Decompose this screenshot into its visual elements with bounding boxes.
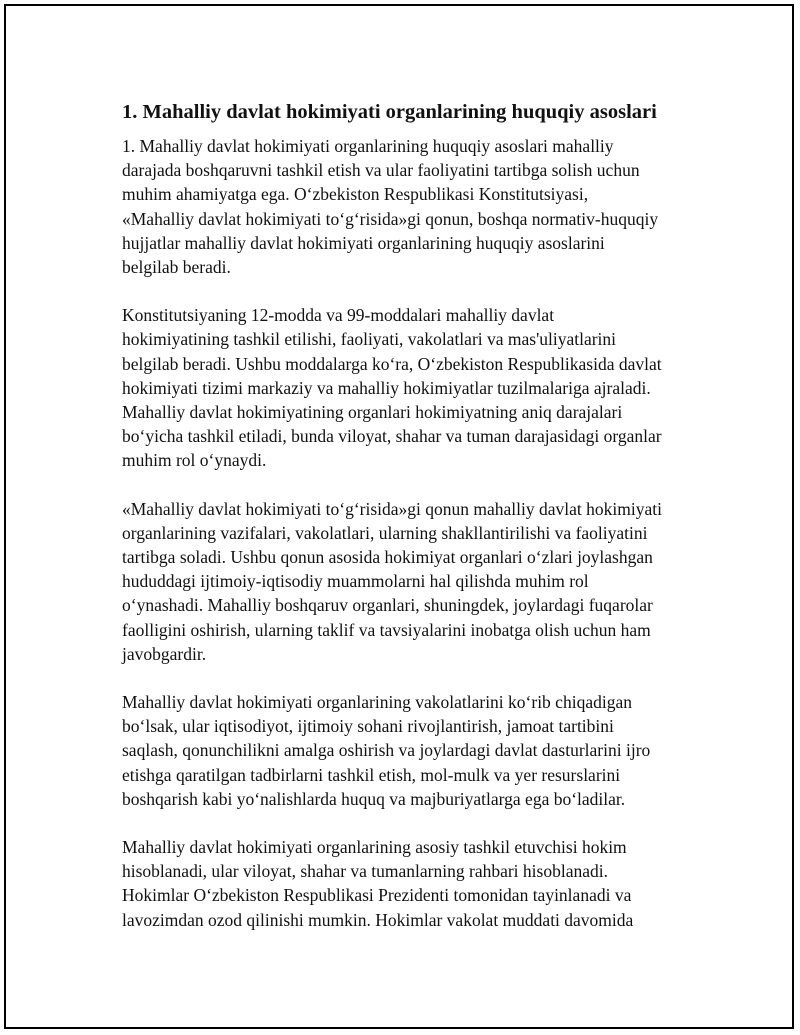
paragraph-line: Mahalliy davlat hokimiyatining organlari hokimiyatning aniq darajalari [122, 402, 623, 423]
paragraph-line: 1. Mahalliy davlat hokimiyati organlarining huquqiy asoslari mahalliy [122, 136, 614, 156]
document-body [122, 98, 698, 956]
paragraph-line: Konstitutsiyaning 12-modda va 99-moddalari mahalliy davlat [122, 305, 555, 326]
paragraph-line: muhim ahamiyatga ega. O‘zbekiston Respublikasi Konstitutsiyasi, [122, 184, 589, 205]
paragraph-line: lavozimdan ozod qilinishi mumkin. Hokimlar vakolat muddati davomida [122, 909, 634, 930]
paragraph-line: belgilab beradi. Ushbu moddalarga ko‘ra, O‘zbekiston Respublikasida davlat [122, 353, 662, 374]
paragraph-line: Mahalliy davlat hokimiyati organlarining vakolatlarini ko‘rib chiqadigan [122, 692, 632, 713]
paragraph-line: «Mahalliy davlat hokimiyati to‘g‘risida»gi qonun, boshqa normativ-huquqiy [122, 208, 659, 229]
paragraph-line: javobgardir. [122, 643, 207, 664]
paragraph-line: hokimiyati tizimi markaziy va mahalliy hokimiyatlar tuzilmalariga ajraladi. [122, 377, 651, 398]
document-heading: 1. Mahalliy davlat hokimiyati organlarining huquqiy asoslari [122, 101, 657, 123]
body-paragraph [122, 134, 698, 279]
paragraph-line: hisoblanadi, ular viloyat, shahar va tumanlarning rahbari hisoblanadi. [122, 861, 608, 882]
paragraph-line: bo‘yicha tashkil etiladi, bunda viloyat, shahar va tuman darajasidagi organlar [122, 426, 662, 447]
page-frame [4, 4, 794, 1029]
paragraph-line: Mahalliy davlat hokimiyati organlarining asosiy tashkil etuvchisi hokim [122, 837, 627, 858]
body-paragraph [122, 497, 698, 666]
paragraph-line: hokimiyatining tashkil etilishi, faoliyati, vakolatlari va mas'uliyatlarini [122, 329, 617, 350]
paragraph-line: o‘ynashadi. Mahalliy boshqaruv organlari, shuningdek, joylardagi fuqarolar [122, 595, 653, 616]
body-paragraph [122, 835, 698, 932]
paragraph-line: «Mahalliy davlat hokimiyati to‘g‘risida»gi qonun mahalliy davlat hokimiyati [122, 498, 662, 519]
paragraph-line: hududdagi ijtimoiy-iqtisodiy muammolarni hal qilishda muhim rol [122, 571, 589, 592]
paragraph-line: darajada boshqaruvni tashkil etish va ular faoliyatini tartibga solish uchun [122, 160, 640, 181]
paragraph-line: Hokimlar O‘zbekiston Respublikasi Prezidenti tomonidan tayinlanadi va [122, 885, 632, 906]
paragraph-line: hujjatlar mahalliy davlat hokimiyati organlarining huquqiy asoslarini [122, 232, 605, 253]
paragraph-line: faolligini oshirish, ularning taklif va tavsiyalarini inobatga olish uchun ham [122, 619, 651, 640]
paragraph-line: etishga qaratilgan tadbirlarni tashkil etish, mol-mulk va yer resurslarini [122, 764, 621, 785]
paragraph-line: bo‘lsak, ular iqtisodiyot, ijtimoiy sohani rivojlantirish, jamoat tartibini [122, 716, 614, 737]
paragraph-line: saqlash, qonunchilikni amalga oshirish va joylardagi davlat dasturlarini ijro [122, 740, 651, 761]
paragraph-line: boshqarish kabi yo‘nalishlarda huquq va majburiyatlarga ega bo‘ladilar. [122, 788, 626, 809]
body-paragraph [122, 303, 698, 472]
body-paragraph [122, 690, 698, 811]
paragraph-line: muhim rol o‘ynaydi. [122, 450, 267, 471]
paragraph-line: organlarining vazifalari, vakolatlari, ularning shakllantirilishi va faoliyatini [122, 522, 648, 543]
paragraph-container [122, 134, 698, 932]
paragraph-line: tartibga soladi. Ushbu qonun asosida hokimiyat organlari o‘zlari joylashgan [122, 547, 653, 568]
paragraph-line: belgilab beradi. [122, 257, 231, 278]
